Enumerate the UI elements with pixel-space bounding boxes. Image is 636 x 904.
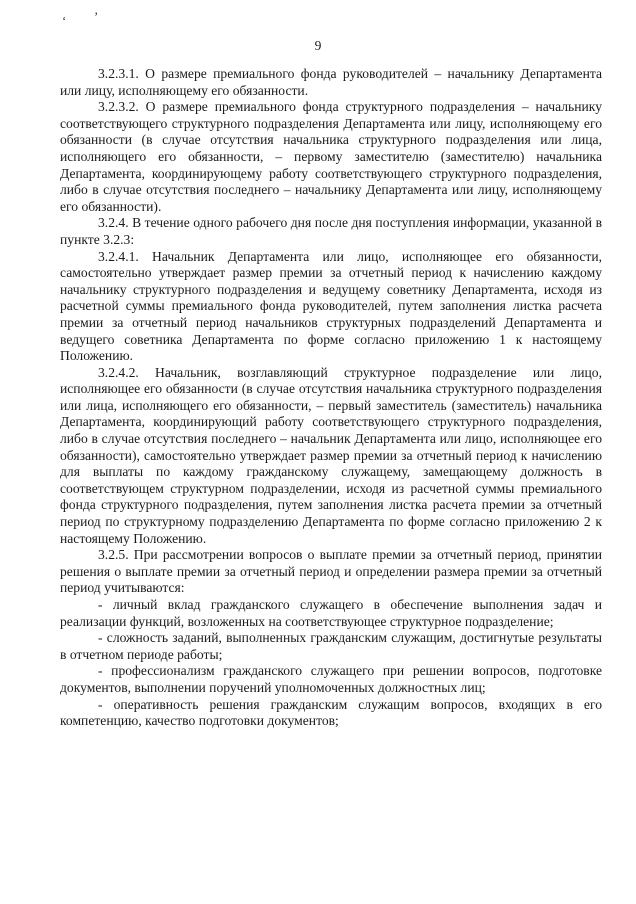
paragraph-3-2-3-1: 3.2.3.1. О размере премиального фонда руководителей – начальнику Департамента или лицу, исполняющему его обязанности. [60, 66, 602, 98]
document-body [60, 66, 602, 730]
list-item-efficiency: - оперативность решения гражданским служащим вопросов, входящих в его компетенцию, качество подготовки документов; [60, 696, 602, 729]
paragraph-3-2-3-2: 3.2.3.2. О размере премиального фонда структурного подразделения – начальнику соответствующего структурного подразделения Департамента или лицу, исполняющему его обязанности (в случае отсутствия начальника структурного подразделения или лица, исполняющего его обязанности, – первому заместителю (заместителю) начальника Департамента, координирующему работу соответствующего структурного подразделения, либо в случае отсутствия последнего – начальнику Департамента или лицу, исполняющему его обязанности). [60, 99, 602, 214]
paragraph-3-2-4: 3.2.4. В течение одного рабочего дня после дня поступления информации, указанной в пункте 3.2.3: [60, 215, 602, 247]
scan-mark: ʼ [94, 9, 99, 24]
paragraph-3-2-5: 3.2.5. При рассмотрении вопросов о выплате премии за отчетный период, принятии решения о выплате премии за отчетный период и определении размера премии за отчетный период учитываются: [60, 547, 602, 596]
paragraph-3-2-4-2: 3.2.4.2. Начальник, возглавляющий структурное подразделение или лицо, исполняющее его обязанности (в случае отсутствия начальника структурного подразделения или лица, исполняющего его обязанности, – первый заместитель (заместитель) начальника Департамента, координирующий работу соответствующего структурного подразделения, либо в случае отсутствия последнего – начальник Департамента или лицо, исполняющее его обязанности), самостоятельно утверждает размер премии за отчетный период к начислению для выплаты по каждому гражданскому служащему, замещающему должность в соответствующем структурном подразделении, исходя из расчетной суммы премиального фонда структурного подразделения, путем заполнения листка расчета премии за отчетный период по структурному подразделению Департамента по форме согласно приложению 2 к настоящему Положению. [60, 364, 602, 546]
list-item-personal-contribution: - личный вклад гражданского служащего в обеспечение выполнения задач и реализации функций, возложенных на соответствующее структурное подразделение; [60, 597, 602, 629]
paragraph-3-2-4-1: 3.2.4.1. Начальник Департамента или лицо, исполняющее его обязанности, самостоятельно утверждает размер премии за отчетный период к начислению каждому начальнику структурного подразделения и ведущему советнику Департамента, исходя из расчетной суммы премиального фонда руководителей, путем заполнения листка расчета премии за отчетный период начальников структурных подразделений Департамента и ведущего советника Департамента по форме согласно приложению 1 к настоящему Положению. [60, 248, 602, 364]
list-item-task-complexity: - сложность заданий, выполненных гражданским служащим, достигнутые результаты в отчетном периоде работы; [60, 630, 602, 662]
list-item-professionalism: - профессионализм гражданского служащего при решении вопросов, подготовке документов, выполнении поручений уполномоченных должностных лиц; [60, 663, 602, 695]
page-number: 9 [314, 38, 322, 53]
scan-mark: ʻ [62, 13, 67, 28]
